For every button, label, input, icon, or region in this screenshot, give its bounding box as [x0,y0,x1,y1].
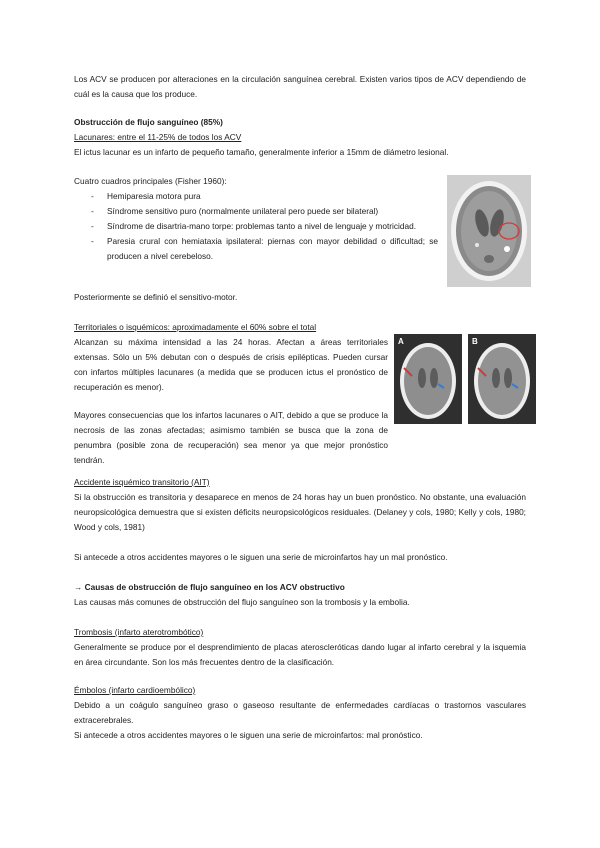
subheading-trombosis: Trombosis (infarto aterotrombótico) [74,627,204,637]
intro-paragraph: Los ACV se producen por alteraciones en la circulación sanguínea cerebral. Existen varios tipos de ACV dependiendo de cuál es la causa que los produce. [74,74,526,99]
causas-paragraph: Las causas más comunes de obstrucción del flujo sanguíneo son la trombosis y la embolia. [74,597,410,607]
list-item: - Paresia crural con hemiataxia ipsilateral: piernas con mayor debilidad o dificultad; se producen a nivel cerebeloso. [74,234,438,264]
ait-paragraph: Si la obstrucción es transitoria y desaparece en menos de 24 horas hay un buen pronóstico. No obstante, una evaluación neuropsicológica demuestra que si existen déficits neuropsicológicos residuales. (Delaney y cols, 1980; Kelly y cols, 1980; Wood y cols, 1981) [74,492,526,532]
section-heading-causas: → Causas de obstrucción de flujo sanguíneo en los ACV obstructivo [74,582,345,592]
ct-scan-image-b [468,334,536,424]
embolos-extra-paragraph: Si antecede a otros accidentes mayores o le siguen una serie de microinfartos: mal pronóstico. [74,730,423,740]
brain-ct-icon [468,334,536,424]
embolos-paragraph: Debido a un coágulo sanguíneo graso o gaseoso resultante de enfermedades cardíacas o trastornos vasculares extracerebrales. [74,700,526,725]
consecuencias-paragraph: Mayores consecuencias que los infartos lacunares o AIT, debido a que se produce la necrosis de las zonas afectadas; asimismo también se busca que la zona de penumbra (posible zona de recuperación) sea menor ya que mejor pronóstico tendrán. [74,410,388,465]
cuadros-intro: Cuatro cuadros principales (Fisher 1960): [74,176,227,186]
brain-ct-icon [447,175,531,287]
subheading-territoriales: Territoriales o isquémicos: aproximadamente el 60% sobre el total [74,322,317,332]
lacunares-paragraph: El ictus lacunar es un infarto de pequeño tamaño, generalmente inferior a 15mm de diámetro lesional. [74,147,449,157]
microinfartos-paragraph: Si antecede a otros accidentes mayores o le siguen una serie de microinfartos hay un mal pronóstico. [74,552,448,562]
cuadros-list [74,189,438,264]
ct-scan-image-lacunar [447,175,531,287]
territoriales-paragraph: Alcanzan su máxima intensidad a las 24 horas. Afectan a áreas territoriales extensas. Sólo un 5% debutan con o después de crisis epilépticas. Pueden cursar con infartos múltiples lacunares (a medida que se producen ictus el pronóstico de recuperación es menor). [74,337,388,392]
subheading-lacunares: Lacunares: entre el 11-25% de todos los ACV [74,132,242,142]
list-item: - Síndrome sensitivo puro (normalmente unilateral pero puede ser bilateral) [74,204,438,219]
image-label-a: A [398,337,404,346]
section-heading-obstruccion: Obstrucción de flujo sanguíneo (85%) [74,117,223,127]
list-item: - Hemiparesia motora pura [74,189,438,204]
posterior-paragraph: Posteriormente se definió el sensitivo-motor. [74,292,238,302]
image-label-b: B [472,337,478,346]
subheading-ait: Accidente isquémico transitorio (AIT) [74,477,210,487]
list-item: - Síndrome de disartria-mano torpe: problemas tanto a nivel de lenguaje y motricidad. [74,219,438,234]
subheading-embolos: Émbolos (infarto cardioembólico) [74,685,196,695]
brain-ct-icon [394,334,462,424]
trombosis-paragraph: Generalmente se produce por el desprendimiento de placas ateroscleróticas dando lugar al infarto cerebral y la isquemia en área circundante. Son los más frecuentes dentro de la clasificación. [74,642,526,667]
ct-scan-image-a [394,334,462,424]
